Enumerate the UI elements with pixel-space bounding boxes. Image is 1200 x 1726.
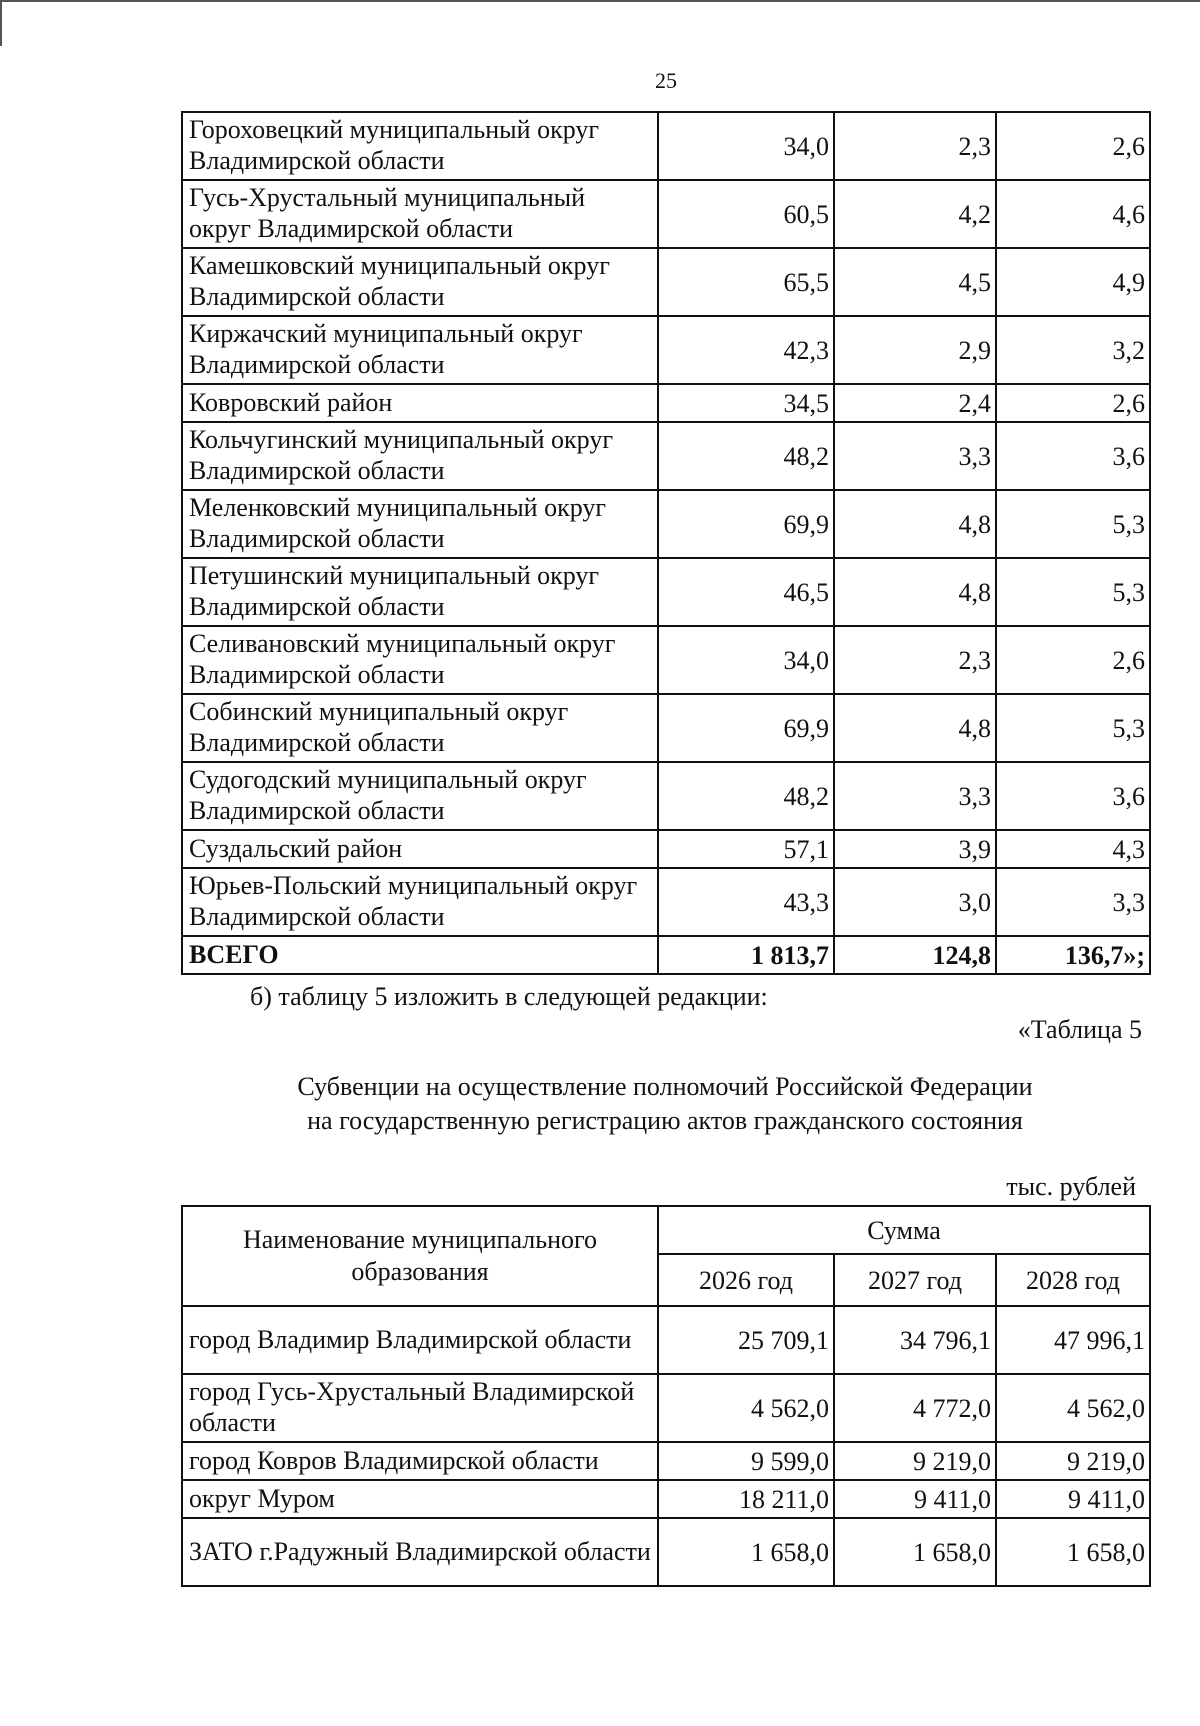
value-col1: 60,5: [658, 180, 834, 248]
header-sum: Сумма: [658, 1206, 1150, 1254]
value-col1: 46,5: [658, 558, 834, 626]
total-col2: 124,8: [834, 936, 996, 974]
municipality-name: Юрьев-Польский муниципальный округ Владимирской области: [182, 868, 658, 936]
value-col1: 57,1: [658, 830, 834, 868]
municipality-name: Гороховецкий муниципальный округ Владимирской области: [182, 112, 658, 180]
total-col3: 136,7»;: [996, 936, 1150, 974]
municipality-name: город Ковров Владимирской области: [182, 1442, 658, 1480]
value-2027: 34 796,1: [834, 1306, 996, 1374]
value-col2: 4,8: [834, 694, 996, 762]
value-col1: 42,3: [658, 316, 834, 384]
value-col1: 43,3: [658, 868, 834, 936]
value-col1: 69,9: [658, 694, 834, 762]
table-row: [182, 1306, 1150, 1374]
table-title-line-2: на государственную регистрацию актов гражданского состояния: [307, 1106, 1023, 1135]
municipality-name: Меленковский муниципальный округ Владимирской области: [182, 490, 658, 558]
page-number: 25: [655, 68, 677, 93]
value-col3: 4,6: [996, 180, 1150, 248]
table-row: [182, 316, 1150, 384]
header-year-2026: 2026 год: [658, 1254, 834, 1306]
table-row: [182, 694, 1150, 762]
value-2028: 47 996,1: [996, 1306, 1150, 1374]
municipality-name: город Гусь-Хрустальный Владимирской области: [182, 1374, 658, 1442]
table-row: [182, 558, 1150, 626]
total-col1: 1 813,7: [658, 936, 834, 974]
value-2027: 4 772,0: [834, 1374, 996, 1442]
value-2028: 1 658,0: [996, 1518, 1150, 1586]
table-caption: «Таблица 5: [1017, 1015, 1142, 1044]
table-row: [182, 384, 1150, 422]
table-row: [182, 626, 1150, 694]
value-col1: 65,5: [658, 248, 834, 316]
value-col3: 2,6: [996, 626, 1150, 694]
value-col3: 2,6: [996, 112, 1150, 180]
value-col2: 3,0: [834, 868, 996, 936]
value-col1: 48,2: [658, 762, 834, 830]
municipality-name: Петушинский муниципальный округ Владимирской области: [182, 558, 658, 626]
value-col2: 2,4: [834, 384, 996, 422]
value-col2: 3,9: [834, 830, 996, 868]
value-col1: 48,2: [658, 422, 834, 490]
table-title-line-1: Субвенции на осуществление полномочий Российской Федерации: [297, 1072, 1033, 1101]
value-col3: 5,3: [996, 558, 1150, 626]
table-row: [182, 830, 1150, 868]
table-row: [182, 1518, 1150, 1586]
table-row: [182, 422, 1150, 490]
value-2026: 25 709,1: [658, 1306, 834, 1374]
value-col2: 4,8: [834, 490, 996, 558]
header-year-2028: 2028 год: [996, 1254, 1150, 1306]
value-2028: 9 411,0: [996, 1480, 1150, 1518]
table-row: [182, 490, 1150, 558]
table-row: [182, 112, 1150, 180]
total-row: [182, 936, 1150, 974]
table-row: [182, 1480, 1150, 1518]
value-2026: 4 562,0: [658, 1374, 834, 1442]
header-municipality: Наименование муниципального образования: [182, 1206, 658, 1306]
value-2027: 1 658,0: [834, 1518, 996, 1586]
scan-edge-left: [0, 0, 2, 46]
value-col2: 2,3: [834, 626, 996, 694]
municipality-name: Собинский муниципальный округ Владимирской области: [182, 694, 658, 762]
municipality-name: Ковровский район: [182, 384, 658, 422]
value-col3: 4,9: [996, 248, 1150, 316]
header-row: [182, 1206, 1150, 1254]
units-label: тыс. рублей: [1006, 1172, 1136, 1201]
table-row: [182, 868, 1150, 936]
value-2028: 9 219,0: [996, 1442, 1150, 1480]
scan-edge-top: [0, 0, 1200, 2]
value-col2: 4,2: [834, 180, 996, 248]
value-col2: 4,5: [834, 248, 996, 316]
municipality-name: ЗАТО г.Радужный Владимирской области: [182, 1518, 658, 1586]
value-col3: 3,6: [996, 762, 1150, 830]
subvention-table: [181, 1205, 1151, 1587]
municipality-name: Суздальский район: [182, 830, 658, 868]
municipality-name: Камешковский муниципальный округ Владимирской области: [182, 248, 658, 316]
value-2026: 18 211,0: [658, 1480, 834, 1518]
value-col1: 34,0: [658, 112, 834, 180]
municipality-name: Селивановский муниципальный округ Владимирской области: [182, 626, 658, 694]
value-col2: 3,3: [834, 422, 996, 490]
value-2027: 9 411,0: [834, 1480, 996, 1518]
municipality-name: Гусь-Хрустальный муниципальный округ Владимирской области: [182, 180, 658, 248]
value-col1: 69,9: [658, 490, 834, 558]
municipal-allocation-table-continued: [181, 111, 1151, 975]
municipality-name: Кольчугинский муниципальный округ Владимирской области: [182, 422, 658, 490]
table-row: [182, 180, 1150, 248]
amendment-paragraph: б) таблицу 5 изложить в следующей редакции:: [250, 982, 768, 1011]
value-2026: 9 599,0: [658, 1442, 834, 1480]
table-row: [182, 1374, 1150, 1442]
municipality-name: город Владимир Владимирской области: [182, 1306, 658, 1374]
value-2028: 4 562,0: [996, 1374, 1150, 1442]
municipality-name: Судогодский муниципальный округ Владимирской области: [182, 762, 658, 830]
value-2027: 9 219,0: [834, 1442, 996, 1480]
value-col3: 4,3: [996, 830, 1150, 868]
table-row: [182, 1442, 1150, 1480]
value-col2: 2,9: [834, 316, 996, 384]
municipality-name: Киржачский муниципальный округ Владимирской области: [182, 316, 658, 384]
value-col2: 2,3: [834, 112, 996, 180]
value-col3: 3,3: [996, 868, 1150, 936]
value-col3: 2,6: [996, 384, 1150, 422]
total-label: ВСЕГО: [182, 936, 658, 974]
value-col3: 5,3: [996, 490, 1150, 558]
value-2026: 1 658,0: [658, 1518, 834, 1586]
header-year-2027: 2027 год: [834, 1254, 996, 1306]
value-col3: 3,2: [996, 316, 1150, 384]
value-col1: 34,0: [658, 626, 834, 694]
value-col2: 4,8: [834, 558, 996, 626]
table-row: [182, 248, 1150, 316]
municipality-name: округ Муром: [182, 1480, 658, 1518]
value-col3: 5,3: [996, 694, 1150, 762]
value-col3: 3,6: [996, 422, 1150, 490]
value-col2: 3,3: [834, 762, 996, 830]
value-col1: 34,5: [658, 384, 834, 422]
table-row: [182, 762, 1150, 830]
